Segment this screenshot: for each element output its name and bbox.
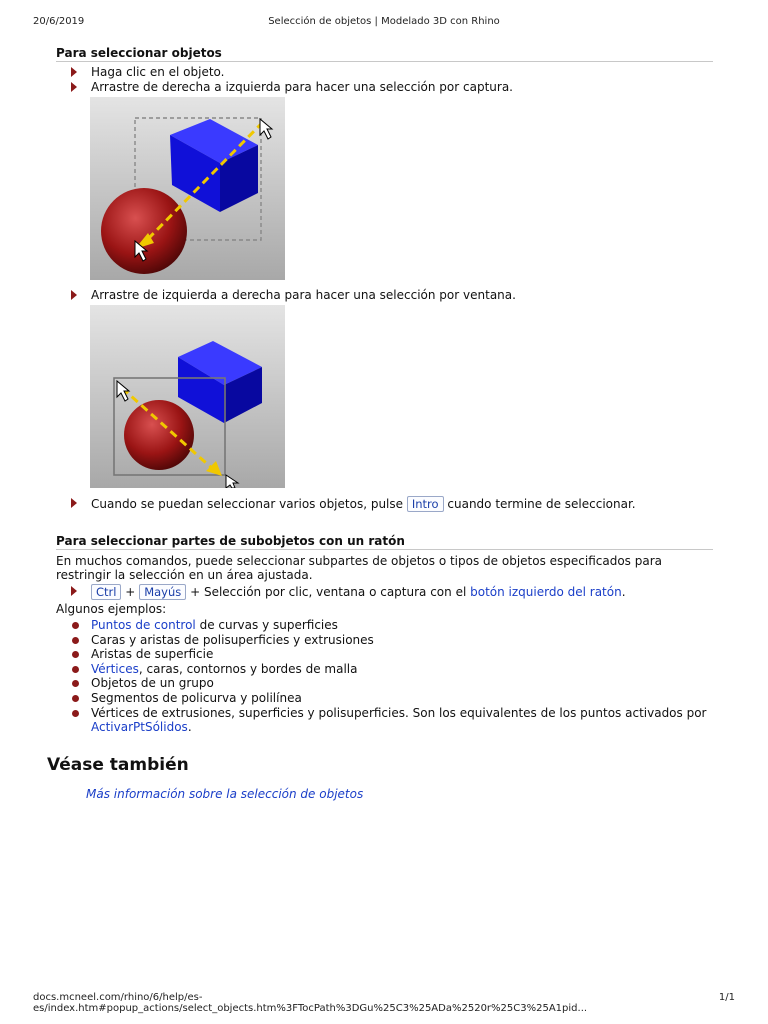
vertices-link[interactable]: Vértices	[91, 661, 139, 676]
list-item: Puntos de control de curvas y superficies	[56, 618, 713, 633]
page-number: 1/1	[718, 992, 735, 1003]
bullet-arrow-icon	[71, 498, 77, 508]
print-url: docs.mcneel.com/rhino/6/help/es-es/index.htm#popup_actions/select_objects.htm%3FTocPath%3DGu%25C3%25ADa%2520r%25C3%25A1pid...	[33, 992, 588, 1014]
bullet-dot-icon	[72, 695, 79, 702]
activar-pt-solidos-link[interactable]: ActivarPtSólidos	[91, 720, 188, 735]
section-heading-select-objects: Para seleccionar objetos	[56, 46, 713, 62]
section-heading-subobjects: Para seleccionar partes de subobjetos con un ratón	[56, 534, 713, 550]
bullet-dot-icon	[72, 637, 79, 644]
list-item: Objetos de un grupo	[56, 676, 713, 691]
list-item: Segmentos de policurva y polilínea	[56, 691, 713, 706]
examples-list	[56, 618, 713, 735]
bullet-dot-icon	[72, 622, 79, 629]
bullet-dot-icon	[72, 680, 79, 687]
select-steps-list-2	[56, 288, 713, 303]
print-date: 20/6/2019	[33, 16, 85, 27]
bullet-arrow-icon	[71, 290, 77, 300]
subobjects-intro: En muchos comandos, puede seleccionar subpartes de objetos o tipos de objetos especificados para restringir la selección en un área ajustada.	[56, 554, 663, 582]
see-also-link[interactable]: Más información sobre la selección de objetos	[86, 787, 364, 801]
window-selection-image	[90, 305, 285, 488]
list-item: Cuando se puedan seleccionar varios objetos, pulse Intro cuando termine de seleccionar.	[56, 496, 713, 512]
bullet-dot-icon	[72, 710, 79, 717]
bullet-arrow-icon	[71, 82, 77, 92]
bullet-arrow-icon	[71, 67, 77, 77]
main-content	[56, 46, 713, 735]
list-item: Arrastre de izquierda a derecha para hacer una selección por ventana.	[56, 288, 713, 303]
bullet-arrow-icon	[71, 586, 77, 596]
list-item: Caras y aristas de polisuperficies y extrusiones	[56, 633, 713, 648]
examples-label: Algunos ejemplos:	[56, 602, 167, 616]
list-item: Ctrl + Mayús + Selección por clic, ventana o captura con el botón izquierdo del ratón.	[56, 584, 713, 600]
list-item: Vértices, caras, contornos y bordes de malla	[56, 662, 713, 677]
list-item: Aristas de superficie	[56, 647, 713, 662]
left-mouse-button-link[interactable]: botón izquierdo del ratón	[470, 585, 622, 599]
bullet-dot-icon	[72, 666, 79, 673]
bullet-dot-icon	[72, 651, 79, 658]
select-steps-list	[56, 65, 713, 95]
control-points-link[interactable]: Puntos de control	[91, 618, 196, 632]
print-header	[33, 16, 735, 30]
crossing-selection-image	[90, 97, 285, 280]
list-item: Vértices de extrusiones, superficies y polisuperficies. Son los equivalentes de los puntos activados por ActivarPtSólidos.	[56, 706, 713, 735]
key-mayus: Mayús	[139, 584, 186, 600]
print-page-title: Selección de objetos | Modelado 3D con Rhino	[268, 16, 500, 27]
select-steps-list-3	[56, 496, 713, 512]
see-also-heading: Véase también	[47, 755, 189, 775]
list-item: Arrastre de derecha a izquierda para hacer una selección por captura.	[56, 80, 713, 95]
shortcut-list	[56, 584, 713, 600]
print-footer	[33, 992, 735, 1014]
list-item: Haga clic en el objeto.	[56, 65, 713, 80]
key-intro: Intro	[407, 496, 444, 512]
key-ctrl: Ctrl	[91, 584, 121, 600]
